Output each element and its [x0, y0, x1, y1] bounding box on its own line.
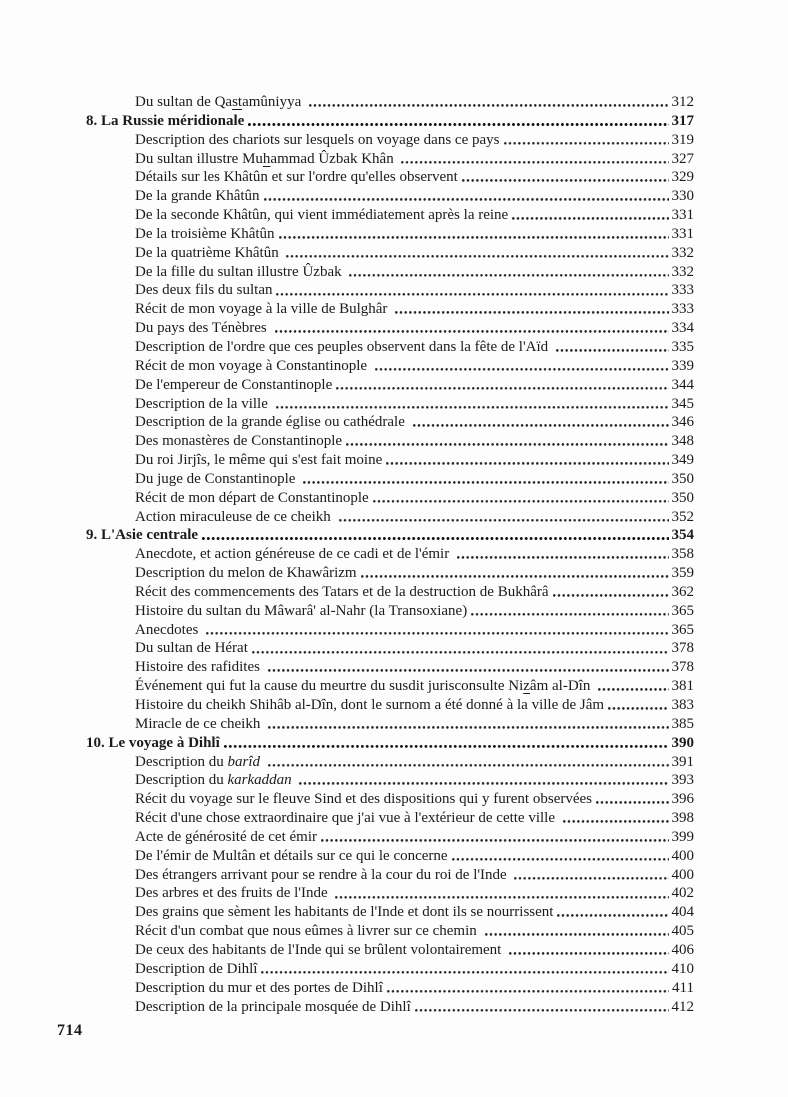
toc-entry-page: 312 [671, 94, 694, 110]
dot-leader [608, 707, 668, 712]
toc-title-text: Anecdotes [135, 621, 203, 638]
toc-entry-page: 400 [671, 866, 694, 883]
dot-leader [512, 217, 668, 222]
toc-title-text: Histoire du cheikh Shihâb al-Dîn, dont le surnom a été donné à la ville de Jâm [135, 697, 605, 713]
toc-entry-title [135, 508, 335, 527]
toc-entry [86, 225, 694, 244]
toc-entry-title [135, 244, 282, 263]
toc-title-underlined-letters: h [262, 150, 271, 167]
toc-entry-title [135, 809, 559, 828]
dot-leader [276, 293, 668, 298]
dot-leader [373, 500, 669, 505]
toc-title-text: Description de l'ordre que ces peuples observent dans la fête de l'Aïd [135, 338, 552, 355]
dot-leader [553, 594, 669, 599]
dot-leader [401, 161, 668, 166]
toc-entry [86, 602, 694, 621]
toc-entry-page: 378 [671, 659, 694, 676]
toc-title-text: Description de la principale mosquée de Dihlî [135, 998, 411, 1015]
dot-leader [471, 613, 668, 618]
toc-entry [86, 677, 694, 696]
dot-leader [261, 971, 668, 976]
page-folio: 714 [57, 1022, 83, 1039]
toc-title-text: Description du [135, 753, 228, 770]
toc-entry [86, 413, 694, 432]
dot-leader [556, 349, 669, 354]
toc-entry-page: 390 [671, 734, 694, 751]
toc-entry-page: 399 [671, 828, 694, 845]
toc-entry-page: 331 [671, 207, 694, 224]
toc-entry-page: 333 [671, 301, 694, 318]
table-of-contents [86, 93, 694, 1016]
toc-entry-title [135, 489, 369, 508]
dot-leader [264, 198, 669, 203]
toc-entry-title [135, 998, 411, 1017]
toc-title-text: Histoire du sultan du Mâwarâ' al-Nahr (la Transoxiane) [135, 602, 468, 619]
toc-entry-title [135, 564, 357, 583]
toc-entry [86, 790, 694, 809]
toc-title-text: Histoire des rafidites [135, 659, 264, 676]
toc-entry [86, 508, 694, 527]
toc-entry [86, 432, 694, 451]
toc-entry-page: 333 [671, 282, 694, 299]
toc-entry [86, 715, 694, 734]
toc-entry [86, 545, 694, 564]
toc-entry-page: 339 [671, 357, 694, 374]
toc-entry-page: 319 [671, 131, 694, 148]
toc-title-text: De la fille du sultan illustre Ûzbak [135, 263, 346, 280]
toc-entry [86, 395, 694, 414]
toc-entry [86, 621, 694, 640]
toc-title-text: 8. La Russie méridionale [86, 112, 245, 129]
toc-entry [86, 281, 694, 300]
dot-leader [413, 424, 669, 429]
toc-entry-page: 332 [671, 263, 694, 280]
toc-entry-page: 362 [671, 583, 694, 600]
dot-leader [514, 877, 668, 882]
toc-title-text: De la troisième Khâtûn [135, 225, 275, 242]
toc-entry [86, 451, 694, 470]
toc-title-text: Description du mur et des portes de Dihlî [135, 979, 383, 996]
toc-entry-page: 348 [671, 433, 694, 450]
toc-entry-page: 396 [671, 791, 694, 808]
toc-title-text: amûniyya [242, 94, 305, 110]
toc-entry [86, 376, 694, 395]
toc-entry [86, 884, 694, 903]
toc-entry-title [135, 206, 508, 225]
toc-entry-title [135, 696, 604, 715]
dot-leader [335, 896, 668, 901]
toc-entry-page: 350 [671, 470, 694, 487]
toc-entry-title [135, 753, 264, 772]
toc-entry-page: 329 [671, 169, 694, 186]
toc-entry-page: 317 [671, 112, 694, 129]
toc-title-italic-term: barîd [227, 753, 260, 770]
toc-entry-title [135, 168, 458, 187]
toc-title-text: Des grains que sèment les habitants de l'Inde et dont ils se nourrissent [135, 904, 554, 921]
toc-entry-page: 330 [671, 188, 694, 205]
toc-entry [86, 93, 694, 112]
toc-title-text: Description de la ville [135, 395, 272, 412]
toc-entry-title [135, 470, 299, 489]
toc-entry-page: 349 [671, 452, 694, 469]
toc-entry-title [135, 300, 391, 319]
toc-title-text: Des arbres et des fruits de l'Inde [135, 885, 332, 902]
toc-entry-title [135, 319, 271, 338]
toc-title-text: Du roi Jirjîs, le même qui s'est fait moine [135, 452, 383, 469]
dot-leader [349, 274, 668, 279]
dot-leader [268, 726, 668, 731]
dot-leader [563, 820, 669, 825]
toc-entry-page: 345 [671, 395, 694, 412]
toc-entry-page: 327 [671, 150, 694, 167]
toc-entry-title [135, 979, 383, 998]
toc-title-text: Acte de générosité de cet émir [135, 828, 317, 845]
toc-entry [86, 639, 694, 658]
toc-entry [86, 941, 694, 960]
toc-entry [86, 998, 694, 1017]
toc-entry-page: 352 [671, 508, 694, 525]
toc-entry-page: 381 [671, 678, 694, 695]
toc-entry [86, 112, 694, 131]
toc-entry-title [135, 602, 467, 621]
dot-leader [206, 632, 668, 637]
toc-entry-title [135, 677, 594, 696]
dot-leader [485, 933, 669, 938]
toc-entry-title [135, 281, 272, 300]
toc-entry [86, 696, 694, 715]
toc-entry-page: 412 [671, 998, 694, 1015]
toc-entry-title [135, 658, 264, 677]
toc-entry-title [135, 187, 260, 206]
toc-title-text: Détails sur les Khâtûn et sur l'ordre qu'elles observent [135, 169, 458, 186]
toc-title-underlined-letters: z [523, 678, 530, 695]
toc-title-text: 10. Le voyage à Dihlî [86, 734, 220, 751]
dot-leader [279, 236, 669, 241]
toc-entry [86, 809, 694, 828]
toc-entry-page: 354 [671, 527, 694, 544]
toc-title-text: Description de la grande église ou cathédrale [135, 414, 409, 431]
toc-title-text: Miracle de ce cheikh [135, 715, 265, 732]
toc-entry-page: 335 [671, 338, 694, 355]
toc-entry [86, 979, 694, 998]
toc-title-text: ammad Ûzbak Khân [270, 150, 398, 167]
toc-title-text [292, 772, 296, 788]
toc-entry [86, 583, 694, 602]
dot-leader [504, 142, 669, 147]
toc-title-text [260, 754, 264, 770]
toc-entry [86, 753, 694, 772]
toc-entry-page: 402 [671, 885, 694, 902]
toc-entry [86, 922, 694, 941]
dot-leader [557, 914, 668, 919]
toc-entry-page: 393 [671, 772, 694, 789]
toc-title-text: Des deux fils du sultan [135, 282, 273, 299]
toc-entry [86, 734, 694, 753]
toc-entry-page: 365 [671, 602, 694, 619]
toc-entry [86, 489, 694, 508]
dot-leader [598, 688, 668, 693]
toc-title-text: Action miraculeuse de ce cheikh [135, 508, 335, 525]
toc-entry-title [135, 131, 500, 150]
toc-entry-title [135, 922, 481, 941]
dot-leader [415, 1009, 669, 1014]
dot-leader [346, 443, 668, 448]
toc-entry-page: 406 [671, 941, 694, 958]
toc-entry [86, 357, 694, 376]
toc-entry [86, 131, 694, 150]
toc-entry [86, 847, 694, 866]
toc-entry [86, 960, 694, 979]
toc-entry-title [135, 451, 382, 470]
toc-title-italic-term: karkaddan [227, 772, 292, 789]
dot-leader [275, 330, 669, 335]
dot-leader [286, 255, 668, 260]
toc-entry [86, 319, 694, 338]
toc-entry-title [135, 960, 257, 979]
toc-title-text: Du juge de Constantinople [135, 470, 300, 487]
toc-title-text: Récit de mon voyage à Constantinople [135, 357, 371, 374]
toc-entry-page: 385 [671, 715, 694, 732]
toc-title-text: Événement qui fut la cause du meurtre du susdit jurisconsulte Ni [135, 678, 524, 695]
dot-leader [299, 782, 668, 787]
toc-entry-title [135, 790, 592, 809]
toc-title-text: De la seconde Khâtûn, qui vient immédiatement après la reine [135, 207, 509, 224]
toc-entry-page: 359 [671, 565, 694, 582]
toc-title-text: Récit d'une chose extraordinaire que j'ai vue à l'extérieur de cette ville [135, 810, 559, 827]
toc-entry-page: 365 [671, 621, 694, 638]
toc-entry-title [135, 263, 345, 282]
toc-entry-title [86, 526, 198, 545]
toc-entry-title [135, 715, 264, 734]
toc-entry-title [135, 847, 448, 866]
toc-entry-title [135, 621, 202, 640]
dot-leader [457, 556, 669, 561]
toc-entry-page: 334 [671, 320, 694, 337]
toc-title-text: 9. L'Asie centrale [86, 527, 199, 544]
toc-entry [86, 564, 694, 583]
toc-title-text: Des monastères de Constantinople [135, 433, 343, 450]
toc-entry-page: 350 [671, 489, 694, 506]
toc-entry [86, 526, 694, 545]
toc-entry [86, 187, 694, 206]
toc-entry-title [86, 734, 220, 753]
toc-entry-title [135, 413, 409, 432]
toc-title-text: Anecdote, et action généreuse de ce cadi et de l'émir [135, 546, 453, 563]
toc-title-text: Du sultan de Qa [135, 94, 233, 110]
toc-entry [86, 150, 694, 169]
toc-entry-page: 344 [671, 376, 694, 393]
dot-leader [303, 481, 668, 486]
toc-entry [86, 206, 694, 225]
toc-entry-title [135, 225, 275, 244]
toc-entry-page: 332 [671, 244, 694, 261]
toc-entry-page: 383 [671, 697, 694, 713]
toc-entry-title [135, 395, 272, 414]
dot-leader [509, 952, 668, 957]
toc-title-text: Récit des commencements des Tatars et de la destruction de Bukhârâ [135, 583, 549, 600]
toc-entry-page: 391 [671, 753, 694, 770]
toc-title-text: Récit du voyage sur le fleuve Sind et des dispositions qui y furent observées [135, 791, 592, 808]
toc-title-text: Des étrangers arrivant pour se rendre à la cour du roi de l'Inde [135, 866, 511, 883]
toc-entry [86, 470, 694, 489]
dot-leader [386, 462, 668, 467]
toc-entry-title [135, 583, 549, 602]
dot-leader [202, 537, 668, 542]
toc-entry-page: 405 [671, 923, 694, 940]
toc-title-underlined-letters: st [232, 94, 243, 110]
toc-entry [86, 263, 694, 282]
toc-entry [86, 903, 694, 922]
toc-title-text: De l'émir de Multân et détails sur ce qui le concerne [135, 847, 448, 864]
toc-entry-title [135, 941, 505, 960]
toc-entry-title [135, 357, 371, 376]
toc-entry-page: 358 [671, 546, 694, 563]
dot-leader [387, 990, 669, 995]
dot-leader [336, 387, 668, 392]
toc-entry-title [135, 903, 553, 922]
toc-entry-page: 331 [671, 225, 694, 242]
toc-title-text: Description de Dihlî [135, 960, 258, 977]
toc-entry-title [135, 432, 342, 451]
dot-leader [268, 764, 669, 769]
toc-entry [86, 338, 694, 357]
toc-entry-page: 400 [671, 847, 694, 864]
toc-entry-title [135, 639, 248, 658]
toc-title-text: âm al-Dîn [529, 678, 595, 695]
toc-title-text: Récit de mon départ de Constantinople [135, 489, 369, 506]
toc-entry [86, 168, 694, 187]
toc-entry-title [135, 376, 332, 395]
dot-leader [339, 519, 669, 524]
toc-entry-page: 404 [671, 904, 694, 921]
toc-entry-page: 411 [672, 979, 694, 996]
dot-leader [224, 745, 669, 750]
dot-leader [462, 179, 669, 184]
toc-entry-page: 410 [671, 960, 694, 977]
toc-entry-title [135, 93, 305, 112]
toc-entry-page: 398 [671, 810, 694, 827]
toc-entry-title [135, 828, 317, 847]
dot-leader [276, 406, 669, 411]
toc-entry [86, 866, 694, 885]
toc-entry-title [135, 150, 397, 169]
toc-entry-title [135, 771, 295, 790]
dot-leader [596, 801, 669, 806]
toc-entry [86, 300, 694, 319]
dot-leader [268, 669, 669, 674]
toc-title-text: Récit de mon voyage à la ville de Bulghâr [135, 301, 392, 318]
toc-entry-title [86, 112, 244, 131]
toc-entry [86, 771, 694, 790]
toc-title-text: De l'empereur de Constantinople [135, 376, 333, 393]
toc-entry-page: 346 [671, 414, 694, 431]
toc-title-text: Description du melon de Khawârizm [135, 565, 357, 582]
toc-entry-title [135, 866, 510, 885]
toc-entry-title [135, 338, 552, 357]
toc-entry [86, 244, 694, 263]
dot-leader [252, 651, 669, 656]
toc-entry-title [135, 545, 453, 564]
dot-leader [395, 311, 668, 316]
toc-title-text: Récit d'un combat que nous eûmes à livrer sur ce chemin [135, 923, 481, 940]
dot-leader [375, 368, 669, 373]
toc-title-text: Du sultan de Hérat [135, 640, 248, 657]
dot-leader [248, 123, 668, 128]
toc-entry-title [135, 884, 331, 903]
toc-title-text: De la grande Khâtûn [135, 188, 260, 205]
dot-leader [361, 575, 669, 580]
toc-entry [86, 828, 694, 847]
toc-title-text: Description des chariots sur lesquels on voyage dans ce pays [135, 131, 500, 148]
toc-title-text: Du sultan illustre Mu [135, 150, 263, 167]
toc-entry [86, 658, 694, 677]
dot-leader [321, 839, 669, 844]
toc-entry-page: 378 [671, 640, 694, 657]
toc-title-text: Du pays des Ténèbres [135, 320, 271, 337]
toc-title-text: De ceux des habitants de l'Inde qui se brûlent volontairement [135, 941, 506, 958]
dot-leader [452, 858, 669, 863]
toc-title-text: Description du [135, 772, 228, 789]
dot-leader [309, 104, 669, 109]
toc-title-text: De la quatrième Khâtûn [135, 244, 283, 261]
